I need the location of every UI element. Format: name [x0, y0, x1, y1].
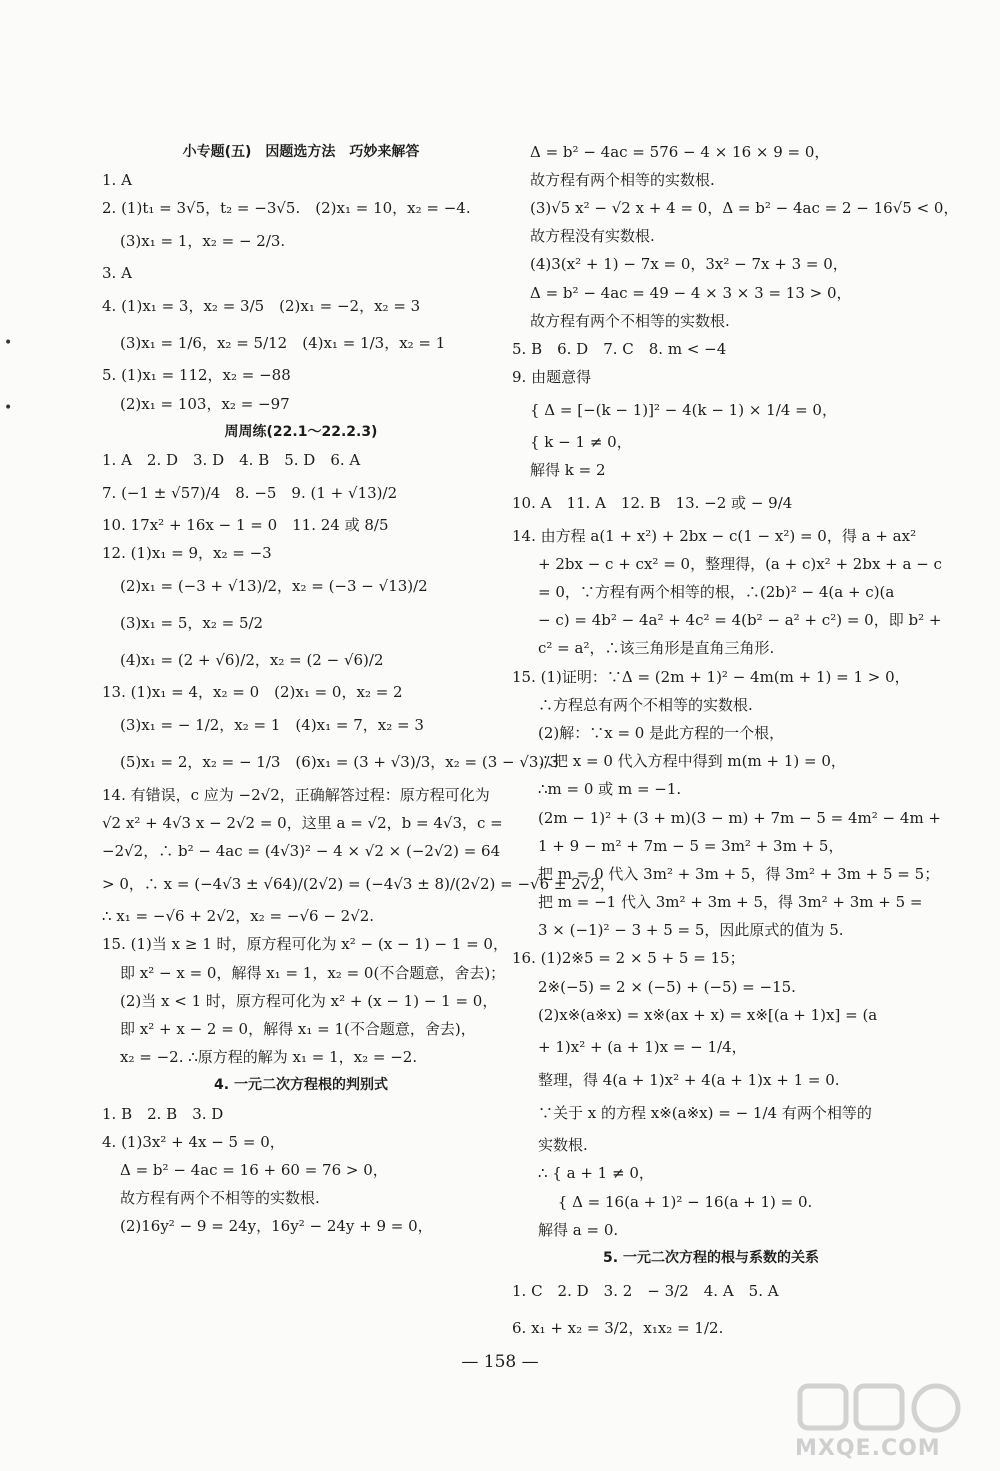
answer-line: Δ = b² − 4ac = 576 − 4 × 16 × 9 = 0， [530, 142, 830, 161]
margin-dot: • [4, 400, 13, 416]
answer-line: − c) = 4b² − 4a² + 4c² = 4(b² − a² + c²) = 0，即 b² + [538, 611, 942, 630]
margin-dot: • [4, 335, 13, 351]
answer-line: 即 x² + x − 2 = 0，解得 x₁ = 1(不合题意，舍去)， [120, 1019, 476, 1038]
answer-line: 15. (1)当 x ≥ 1 时，原方程可化为 x² − (x − 1) − 1 = 0， [102, 935, 508, 954]
answer-line: (5)x₁ = 2，x₂ = − 1/3 (6)x₁ = (3 + √3)/3，x₂ = (3 − √3)/3 [120, 753, 559, 772]
answer-line: x₂ = −2. ∴原方程的解为 x₁ = 1，x₂ = −2. [120, 1048, 418, 1067]
answer-line: 7. (−1 ± √57)/4 8. −5 9. (1 + √13)/2 [102, 483, 398, 502]
page-number: — 158 — [461, 1352, 539, 1372]
answer-line: (2)x※(a※x) = x※(ax + x) = x※[(a + 1)x] = (a [538, 1005, 878, 1024]
right-answer-column [512, 138, 959, 1347]
answer-line: ∴方程总有两个不相等的实数根. [538, 695, 753, 714]
answer-line: 解得 k = 2 [530, 461, 606, 480]
answer-line: (2)16y² − 9 = 24y，16y² − 24y + 9 = 0， [120, 1217, 433, 1236]
answer-line: (3)x₁ = 1，x₂ = − 2/3. [120, 231, 286, 250]
answer-line: 1. C 2. D 3. 2 − 3/2 4. A 5. A [512, 1281, 779, 1300]
answer-line: 4. (1)3x² + 4x − 5 = 0， [102, 1132, 285, 1151]
answer-line: 把 m = −1 代入 3m² + 3m + 5，得 3m² + 3m + 5 = [538, 893, 923, 912]
answer-line: 1. A [102, 170, 132, 189]
answer-line: 2. (1)t₁ = 3√5，t₂ = −3√5. (2)x₁ = 10，x₂ = −4. [102, 198, 471, 217]
watermark-text: MXQE.COM [795, 1436, 941, 1461]
answer-line: 即 x² − x = 0，解得 x₁ = 1，x₂ = 0(不合题意，舍去)； [120, 963, 506, 982]
answer-line: + 1)x² + (a + 1)x = − 1/4， [538, 1038, 747, 1057]
answer-line: ∵关于 x 的方程 x※(a※x) = − 1/4 有两个相等的 [538, 1103, 872, 1122]
answer-line: (4)3(x² + 1) − 7x = 0，3x² − 7x + 3 = 0， [530, 255, 848, 274]
answer-line: 13. (1)x₁ = 4，x₂ = 0 (2)x₁ = 0，x₂ = 2 [102, 683, 403, 702]
answer-line: { Δ = [−(k − 1)]² − 4(k − 1) × 1/4 = 0， [530, 400, 837, 419]
answer-line: 故方程有两个不相等的实数根. [120, 1189, 320, 1208]
answer-line: 2※(−5) = 2 × (−5) + (−5) = −15. [538, 977, 796, 996]
answer-line: 3 × (−1)² − 3 + 5 = 5，因此原式的值为 5. [538, 921, 844, 940]
answer-line: (4)x₁ = (2 + √6)/2，x₂ = (2 − √6)/2 [120, 650, 384, 669]
answer-line: 1 + 9 − m² + 7m − 5 = 3m² + 3m + 5， [538, 836, 844, 855]
answer-line: 1. B 2. B 3. D [102, 1104, 224, 1123]
answer-line: 6. x₁ + x₂ = 3/2，x₁x₂ = 1/2. [512, 1318, 724, 1337]
answer-line: 10. 17x² + 16x − 1 = 0 11. 24 或 8/5 [102, 516, 389, 535]
answer-line: 故方程没有实数根. [530, 227, 655, 246]
answer-line: 15. (1)证明：∵Δ = (2m + 1)² − 4m(m + 1) = 1 > 0， [512, 667, 910, 686]
answer-line: 14. 由方程 a(1 + x²) + 2bx − c(1 − x²) = 0，得 a + ax² [512, 526, 917, 545]
answer-line: Δ = b² − 4ac = 49 − 4 × 3 × 3 = 13 > 0， [530, 283, 852, 302]
section-heading: 周周练(22.1～22.2.3) [224, 423, 378, 440]
section-heading: 4. 一元二次方程根的判别式 [214, 1077, 388, 1094]
answer-line: 1. A 2. D 3. D 4. B 5. D 6. A [102, 450, 361, 469]
answer-line: (2)当 x < 1 时，原方程可化为 x² + (x − 1) − 1 = 0， [120, 991, 498, 1010]
section-heading: 5. 一元二次方程的根与系数的关系 [603, 1249, 819, 1266]
answer-line: (3)x₁ = 1/6，x₂ = 5/12 (4)x₁ = 1/3，x₂ = 1 [120, 333, 446, 352]
answer-line: (2)x₁ = 103，x₂ = −97 [120, 394, 290, 413]
answer-line: √2 x² + 4√3 x − 2√2 = 0，这里 a = √2，b = 4√3，c = [102, 813, 503, 832]
answer-line: { k − 1 ≠ 0， [530, 433, 632, 452]
answer-line: > 0，∴ x = (−4√3 ± √64)/(2√2) = (−4√3 ± 8)/(2√2) = −√6 ± 2√2， [102, 874, 615, 893]
section-heading: 小专题(五) 因题选方法 巧妙来解答 [182, 143, 420, 160]
answer-line: Δ = b² − 4ac = 16 + 60 = 76 > 0， [120, 1160, 388, 1179]
answer-line: ∴把 x = 0 代入方程中得到 m(m + 1) = 0， [538, 752, 846, 771]
answer-line: 3. A [102, 264, 132, 283]
answer-line: 5. (1)x₁ = 112，x₂ = −88 [102, 366, 291, 385]
answer-line: (3)x₁ = 5，x₂ = 5/2 [120, 613, 264, 632]
answer-line: 把 m = 0 代入 3m² + 3m + 5，得 3m² + 3m + 5 = 5； [538, 864, 940, 883]
answer-line: { Δ = 16(a + 1)² − 16(a + 1) = 0. [538, 1192, 813, 1211]
answer-line: 5. B 6. D 7. C 8. m < −4 [512, 339, 727, 358]
answer-line: (3)√5 x² − √2 x + 4 = 0，Δ = b² − 4ac = 2 − 16√5 < 0， [530, 198, 959, 217]
answer-line: 9. 由题意得 [512, 368, 592, 387]
answer-line: 解得 a = 0. [538, 1220, 619, 1239]
answer-line: ∴m = 0 或 m = −1. [538, 780, 682, 799]
answer-line: ∴ { a + 1 ≠ 0， [538, 1164, 654, 1183]
answer-line: (2)解：∵x = 0 是此方程的一个根， [538, 723, 785, 742]
answer-line: 实数根. [538, 1136, 588, 1155]
answer-line: 16. (1)2※5 = 2 × 5 + 5 = 15； [512, 949, 745, 968]
answer-line: (2)x₁ = (−3 + √13)/2，x₂ = (−3 − √13)/2 [120, 576, 428, 595]
answer-line: 故方程有两个相等的实数根. [530, 170, 715, 189]
answer-line: 4. (1)x₁ = 3，x₂ = 3/5 (2)x₁ = −2，x₂ = 3 [102, 296, 421, 315]
answer-line: (2m − 1)² + (3 + m)(3 − m) + 7m − 5 = 4m² − 4m + [538, 808, 942, 827]
answer-line: c² = a²，∴该三角形是直角三角形. [538, 639, 775, 658]
answer-line: 14. 有错误，c 应为 −2√2，正确解答过程：原方程可化为 [102, 785, 490, 804]
answer-line: 10. A 11. A 12. B 13. −2 或 − 9/4 [512, 494, 793, 513]
answer-line: ∴ x₁ = −√6 + 2√2，x₂ = −√6 − 2√2. [102, 907, 375, 926]
answer-line: 12. (1)x₁ = 9，x₂ = −3 [102, 544, 272, 563]
answer-line: + 2bx − c + cx² = 0，整理得，(a + c)x² + 2bx + a − c [538, 554, 942, 573]
answer-line: = 0，∵方程有两个相等的根，∴(2b)² − 4(a + c)(a [538, 583, 895, 602]
answer-line: 整理，得 4(a + 1)x² + 4(a + 1)x + 1 = 0. [538, 1071, 840, 1090]
answer-line: (3)x₁ = − 1/2，x₂ = 1 (4)x₁ = 7，x₂ = 3 [120, 716, 424, 735]
answer-line: −2√2，∴ b² − 4ac = (4√3)² − 4 × √2 × (−2√2) = 64 [102, 842, 501, 861]
answer-line: 故方程有两个不相等的实数根. [530, 311, 730, 330]
